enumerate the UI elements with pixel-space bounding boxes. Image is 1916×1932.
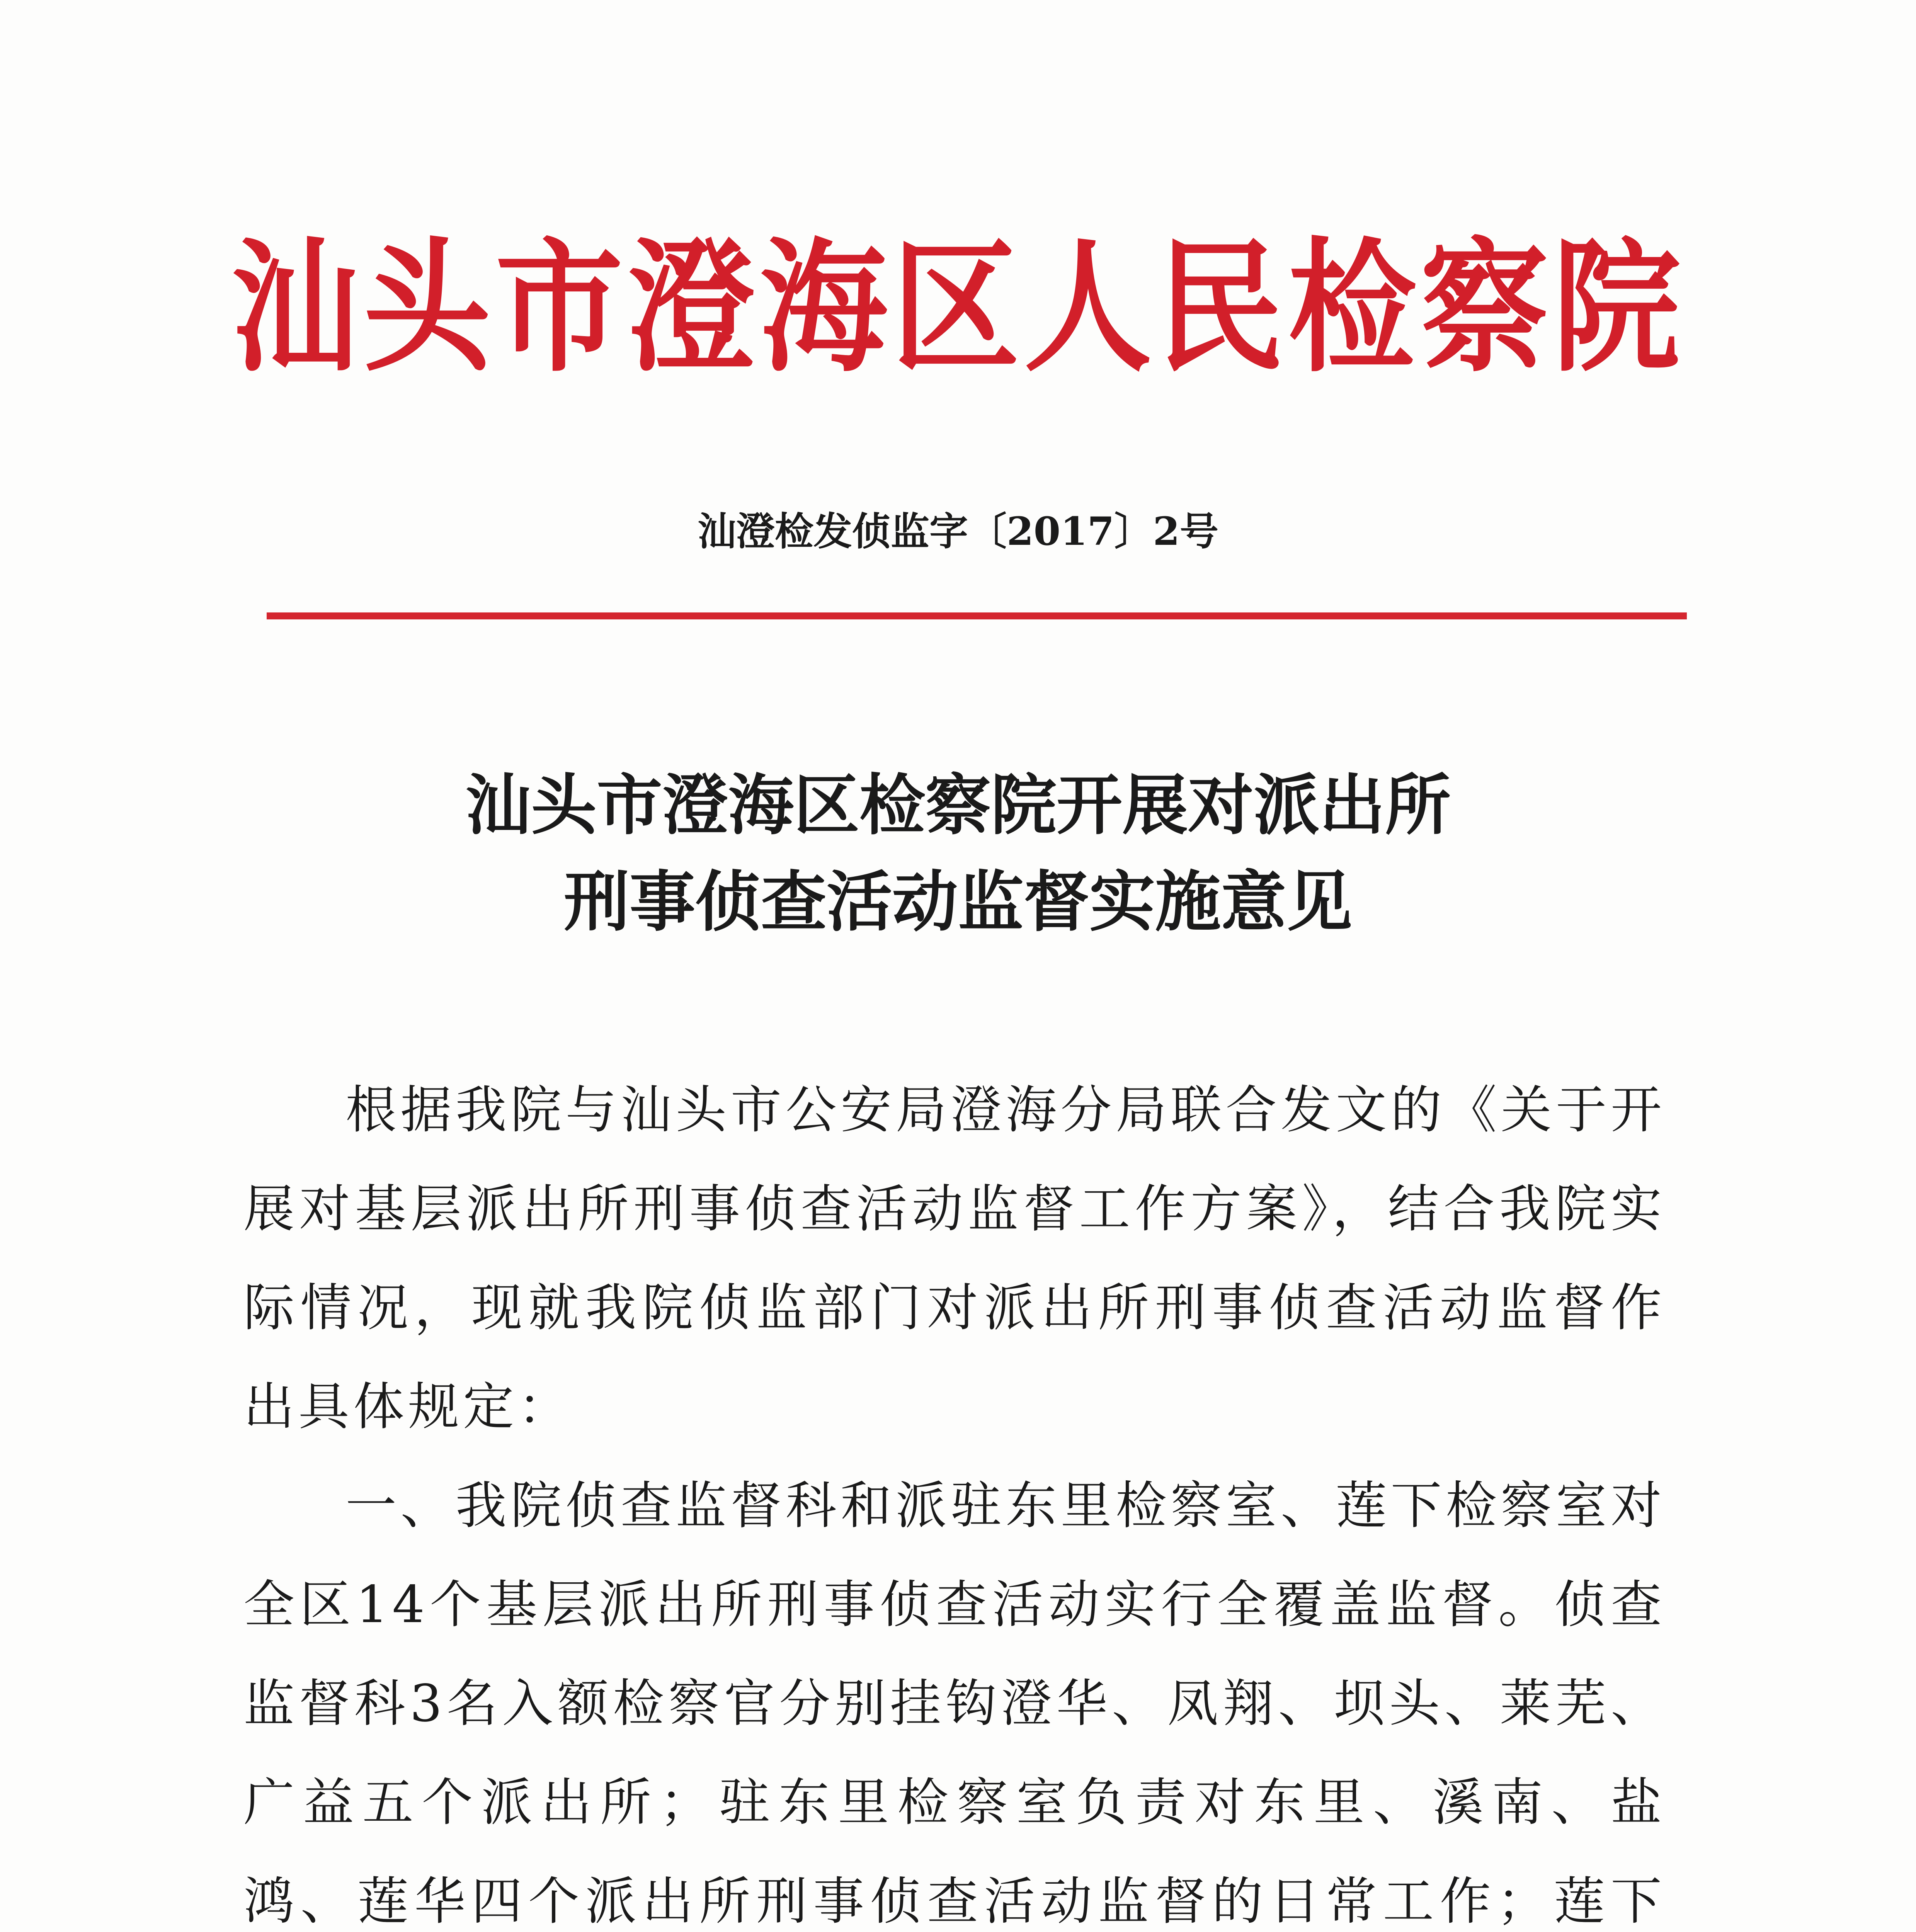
organization-header: 汕头市澄海区人民检察院 — [231, 223, 1685, 391]
title-line-1: 汕头市澄海区检察院开展对派出所 — [465, 767, 1451, 844]
document-number: 汕澄检发侦监字〔2017〕2号 — [698, 509, 1218, 554]
title-line-2: 刑事侦查活动监督实施意见 — [563, 864, 1352, 940]
red-divider-line — [267, 612, 1687, 619]
document-body — [243, 1061, 1666, 1932]
document-title — [0, 757, 1916, 951]
body-paragraph-section-1: 一、我院侦查监督科和派驻东里检察室、莲下检察室对全区14个基层派出所刑事侦查活动实行全覆盖监督。侦查监督科3名入额检察官分别挂钩澄华、凤翔、坝头、莱芜、广益五个派出所；驻东里检察室负责对东里、溪南、盐鸿、莲华四个派出所刑事侦查活动监督的日常工作；莲下 — [243, 1476, 1666, 1931]
body-paragraph-intro: 根据我院与汕头市公安局澄海分局联合发文的《关于开展对基层派出所刑事侦查活动监督工作方案》，结合我院实际情况，现就我院侦监部门对派出所刑事侦查活动监督作出具体规定： — [243, 1080, 1666, 1437]
